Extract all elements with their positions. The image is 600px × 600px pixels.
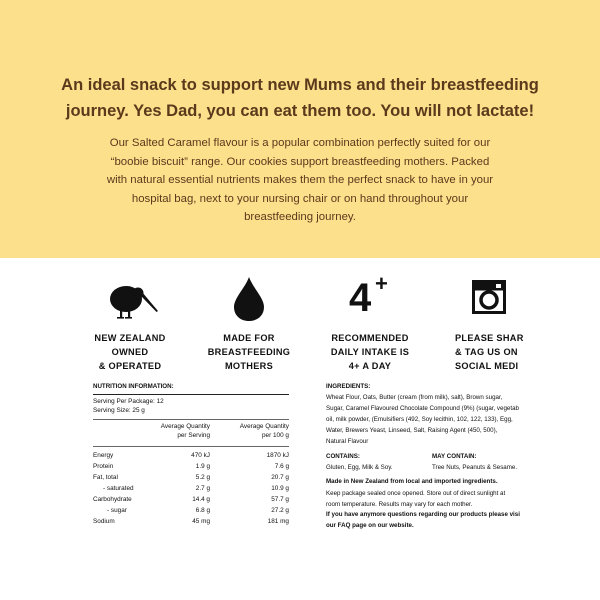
- storage-note: room temperature. Results may vary for each mother.: [326, 501, 473, 508]
- nutrient-per-100g: 27.2 g: [271, 507, 289, 514]
- nutrient-per-100g: 7.6 g: [274, 463, 289, 470]
- nutrient-name: Carbohydrate: [93, 496, 132, 503]
- nutrient-per-serving: 2.7 g: [195, 485, 210, 492]
- kiwi-bird-icon: [100, 281, 160, 321]
- nutrient-name: - saturated: [103, 485, 134, 492]
- ingredients-line: Water, Brewers Yeast, Linseed, Salt, Raising Agent (450, 500),: [326, 427, 498, 434]
- milk-drop-icon: [232, 276, 266, 322]
- ingredients-line: oil, milk powder, (Emulsifiers (492, Soy lecithin, 102, 122, 133), Egg,: [326, 416, 513, 423]
- four-digit: 4: [349, 276, 372, 320]
- nutrient-per-serving: 5.2 g: [195, 474, 210, 481]
- nutrient-per-100g: 10.9 g: [271, 485, 289, 492]
- col-header-per-100g: per 100 g: [261, 432, 289, 439]
- feature-label-intake: RECOMMENDED DAILY INTAKE IS 4+ A DAY: [330, 333, 410, 371]
- ingredients-line: Natural Flavour: [326, 438, 369, 445]
- serving-size: Serving Size: 25 g: [93, 407, 145, 414]
- nutrient-name: - sugar: [107, 507, 127, 514]
- nutrient-name: Protein: [93, 463, 114, 470]
- questions-note: our FAQ page on our website.: [326, 522, 414, 529]
- feature-label-breastfeeding: MADE FOR BREASTFEEDING MOTHERS: [207, 333, 291, 371]
- col-header-per-100g: Average Quantity: [239, 423, 289, 430]
- ingredients-line: Wheat Flour, Oats, Butter (cream (from milk), salt), Brown sugar,: [326, 394, 503, 401]
- servings-per-package: Serving Per Package: 12: [93, 398, 164, 405]
- col-header-per-serving: per Serving: [177, 432, 210, 439]
- ingredients-line: Sugar, Caramel Flavoured Chocolate Compound (9%) (sugar, vegetab: [326, 405, 519, 412]
- nutrient-per-serving: 470 kJ: [191, 452, 210, 459]
- may-contain-text: Tree Nuts, Peanuts & Sesame.: [432, 464, 518, 471]
- nutrient-name: Sodium: [93, 518, 115, 525]
- storage-note: Keep package sealed once opened. Store out of direct sunlight at: [326, 490, 506, 497]
- four-plus-icon: [345, 271, 395, 322]
- nutrition-title: NUTRITION INFORMATION:: [93, 383, 174, 390]
- nutrient-per-100g: 1870 kJ: [266, 452, 289, 459]
- ingredients-title: INGREDIENTS:: [326, 383, 371, 390]
- hero-description: Our Salted Caramel flavour is a popular combination perfectly suited for our “boobie biscuit” range. Our cookies support breastfeeding mothers. Packed with natural essential nutrients makes them the perfect snack to have in your hospital bag, next to your nursing chair or on hand throughout your breastfeeding journey.: [106, 137, 494, 224]
- hero-banner: [0, 0, 600, 258]
- plus-sign: +: [375, 271, 388, 296]
- nutrient-name: Energy: [93, 452, 114, 459]
- nutrient-per-serving: 45 mg: [192, 518, 210, 525]
- may-contain-title: MAY CONTAIN:: [432, 453, 477, 460]
- nutrient-per-serving: 6.8 g: [195, 507, 210, 514]
- hero-headline: An ideal snack to support new Mums and their breastfeeding journey. Yes Dad, you can eat them too. You will not lactate!: [61, 76, 539, 120]
- nutrient-per-100g: 181 mg: [267, 518, 289, 525]
- nutrient-per-100g: 57.7 g: [271, 496, 289, 503]
- feature-label-social: PLEASE SHAR & TAG US ON SOCIAL MEDI: [455, 333, 524, 371]
- contains-title: CONTAINS:: [326, 453, 360, 460]
- nutrition-divider: [93, 419, 289, 420]
- nutrient-per-100g: 20.7 g: [271, 474, 289, 481]
- questions-note: If you have anymore questions regarding our products please visi: [326, 511, 520, 518]
- nutrition-divider: [93, 446, 289, 447]
- nutrient-name: Fat, total: [93, 474, 118, 481]
- nutrient-per-serving: 14.4 g: [192, 496, 210, 503]
- nutrient-per-serving: 1.9 g: [195, 463, 210, 470]
- col-header-per-serving: Average Quantity: [160, 423, 210, 430]
- nutrition-divider: [93, 394, 289, 395]
- made-in-note: Made in New Zealand from local and imported ingredients.: [326, 478, 498, 485]
- contains-text: Gluten, Egg, Milk & Soy.: [326, 464, 393, 471]
- feature-label-nz: NEW ZEALAND OWNED & OPERATED: [94, 333, 166, 371]
- instagram-icon: [472, 280, 506, 314]
